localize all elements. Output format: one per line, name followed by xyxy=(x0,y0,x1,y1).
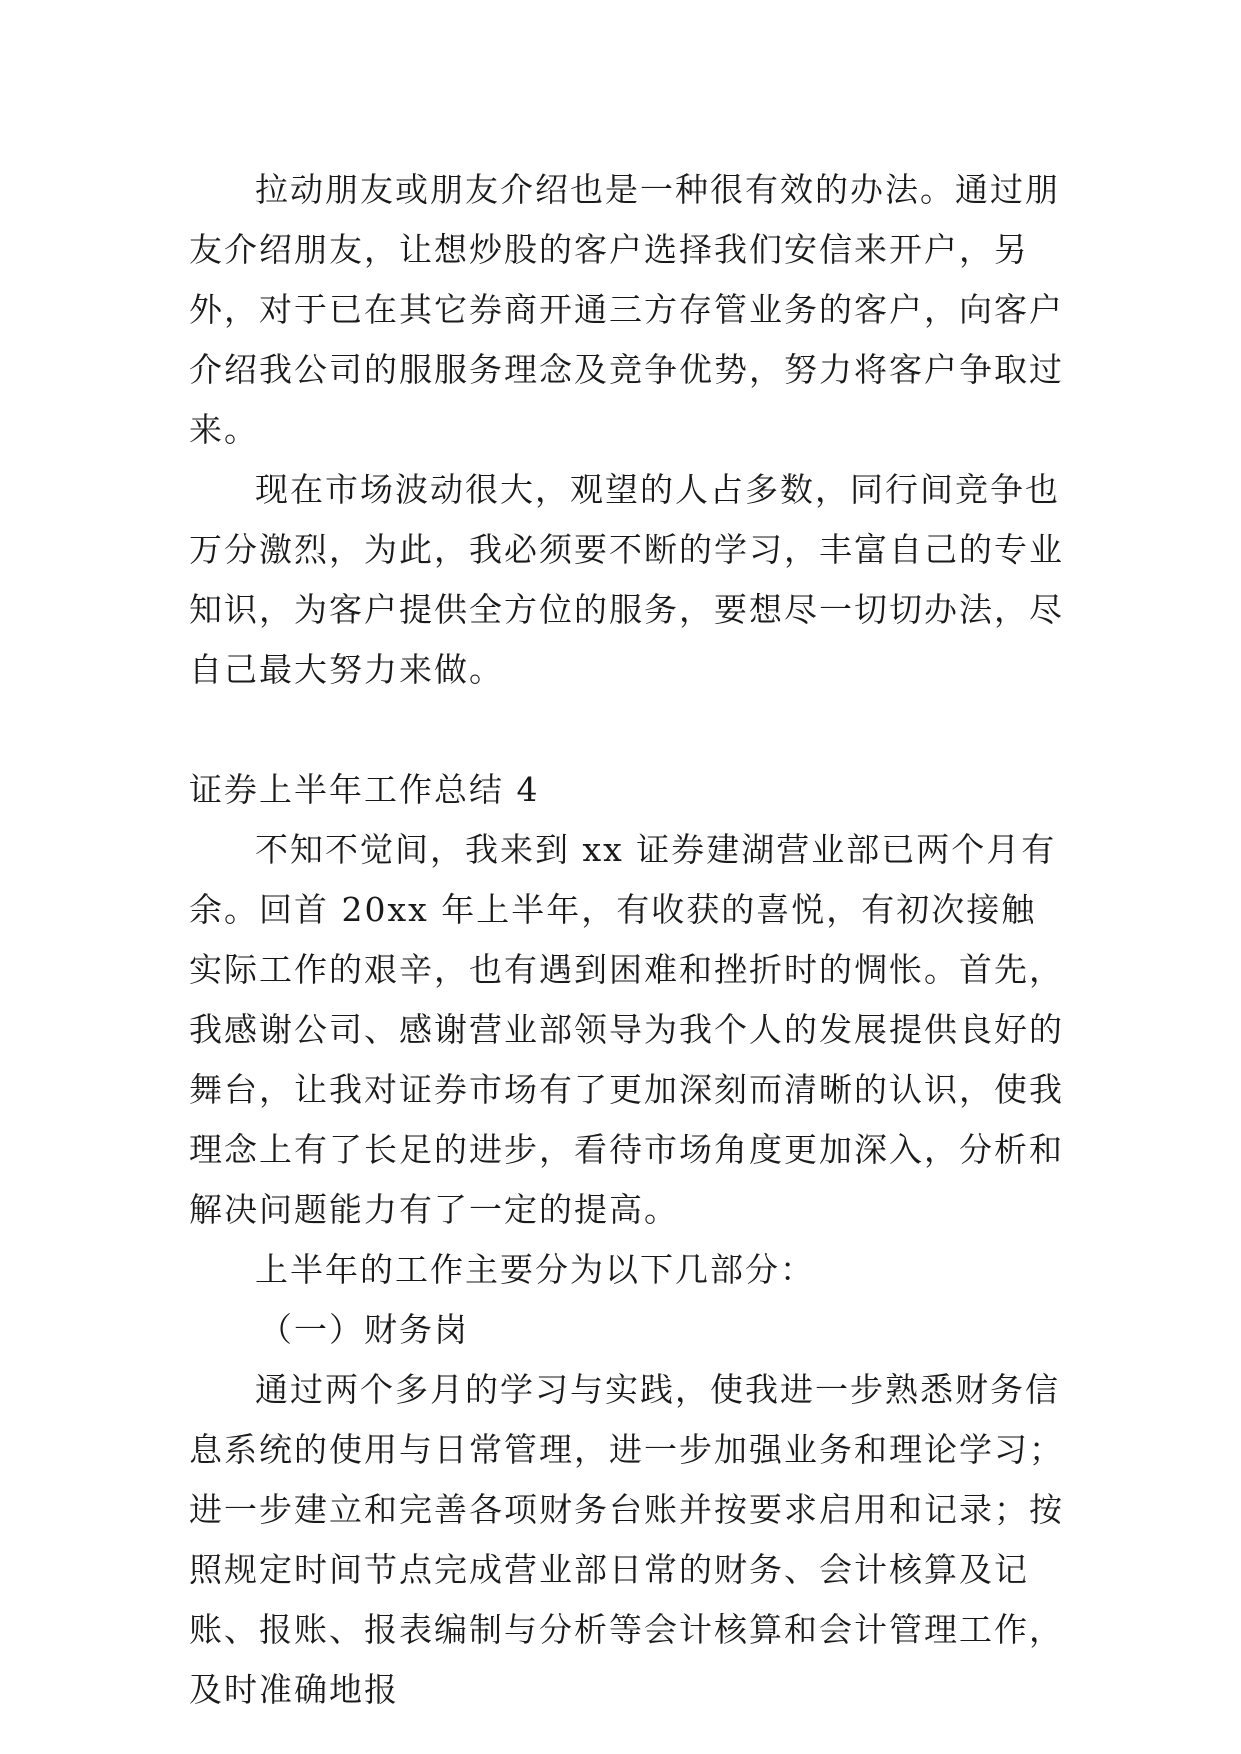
document-body xyxy=(189,160,1069,1720)
section-title: 证券上半年工作总结 4 xyxy=(189,770,540,809)
paragraph-intro: 不知不觉间，我来到 xx 证券建湖营业部已两个月有余。回首 20xx 年上半年，有收获的喜悦，有初次接触实际工作的艰辛，也有遇到困难和挫折时的惆怅。首先，我感谢公司、感谢营业部领导为我个人的发展提供良好的舞台，让我对证券市场有了更加深刻而清晰的认识，使我理念上有了长足的进步，看待市场角度更加深入，分析和解决问题能力有了一定的提高。 xyxy=(189,830,1064,1229)
paragraph-friend-referral: 拉动朋友或朋友介绍也是一种很有效的办法。通过朋友介绍朋友，让想炒股的客户选择我们安信来开户，另外，对于已在其它券商开通三方存管业务的客户，向客户介绍我公司的服服务理念及竞争优势，努力将客户争取过来。 xyxy=(189,170,1064,449)
paragraph-work-parts: 上半年的工作主要分为以下几部分： xyxy=(255,1250,815,1289)
subsection-title: （一）财务岗 xyxy=(259,1310,469,1349)
paragraph-market-volatility: 现在市场波动很大，观望的人占多数，同行间竞争也万分激烈，为此，我必须要不断的学习，丰富自己的专业知识，为客户提供全方位的服务，要想尽一切切办法，尽自己最大努力来做。 xyxy=(189,470,1064,689)
paragraph-finance-post: 通过两个多月的学习与实践，使我进一步熟悉财务信息系统的使用与日常管理，进一步加强业务和理论学习；进一步建立和完善各项财务台账并按要求启用和记录；按照规定时间节点完成营业部日常的财务、会计核算及记账、报账、报表编制与分析等会计核算和会计管理工作，及时准确地报 xyxy=(189,1370,1064,1709)
